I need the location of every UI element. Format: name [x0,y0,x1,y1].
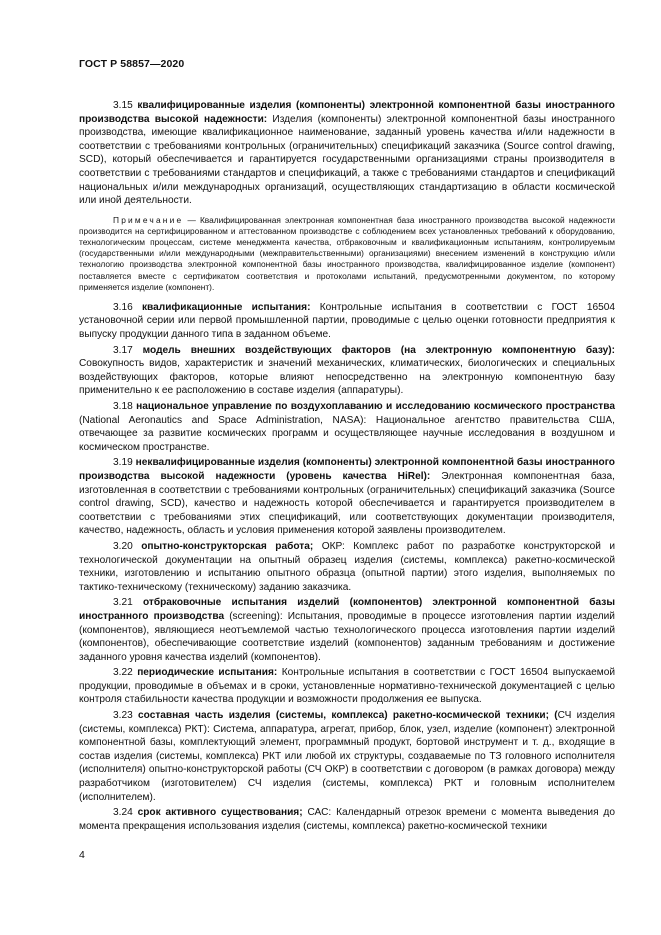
entry-definition: Совокупность видов, характеристик и значений механических, климатических, биологических и специальных воздействующих факторов, которые влияют непосредственно на электронную компонентную базу применительно к ее расположению в составе изделия (аппаратуры). [79,358,615,397]
term-entry-3-24 [79,806,615,833]
term-entry-3-23 [79,709,615,804]
entry-number: 3.17 [113,344,133,356]
entry-term: национальное управление по воздухоплаванию и исследованию космического пространства [136,401,615,412]
entry-number: 3.15 [113,100,133,111]
entry-term: срок активного существования; [137,807,303,819]
entry-term: составная часть изделия (системы, комплекса) ракетно-космической техники; ( [138,710,558,722]
term-entry-3-19 [79,456,615,538]
term-entry-3-21 [79,596,615,664]
entry-number: 3.24 [113,807,133,819]
entry-term: квалифицированные изделия (компоненты) электронной компонентной базы иностранного производства высокой надежности: [79,100,615,125]
entry-number: 3.18 [113,401,133,412]
entry-definition: СЧ изделия (системы, комплекса) РКТ): Система, аппаратура, агрегат, прибор, блок, узел, изделие (компонент) электронной компонентной базы, комплектующий элемент, программный продукт, бортовой инструмент и т. д., входящие в состав изделия (системы, комплекса) РКТ или любой их структуры, создаваемые по ТЗ головного исполнителя (исполнителя) опытно-конструкторской работы (СЧ ОКР) в соответствии с договором (в рамках договора) между разработчиком (изготовителем) СЧ изделия (системы, комплекса) РКТ и головным исполнителем (исполнителем). [79,710,615,803]
entry-term: периодические испытания: [137,667,278,679]
note [79,215,615,293]
entry-term: квалификационные испытания: [141,301,311,313]
entry-number: 3.19 [113,457,133,469]
entry-number: 3.20 [113,540,133,552]
entry-definition: Изделия (компоненты) электронной компонентной базы иностранного производства, имеющие квалификационное наименование, заданный уровень качества и/или надежности в соответствии с требованиями контрольных (ограничительных) спецификаций заказчика (Source control drawing, SCD), который обеспечивается и гарантируется государственными организациями страны производителя в соответствии с требованиями стандартов и спецификаций, а также с требованиями стандартов и спецификаций национальных и/или международных организаций, осуществляющих стандартизацию в области космической или иной деятельности. [79,113,615,207]
term-entry-3-22 [79,666,615,707]
document-body [79,99,615,835]
entry-number: 3.21 [113,597,133,609]
term-entry-3-16 [79,301,615,342]
page-number: 4 [79,849,85,861]
entry-definition: Электронная компонентная база, изготовленная в соответствии с требованиями контрольных (ограничительных) спецификаций заказчика (Source control drawing, SCD), качество и надежность которой обеспечивается и гарантируется производителем в соответствии с требованиями этих спецификаций, или соответствующих документации производителя, качество, надежность, область и условия применения которой заявлены производителем. [79,470,615,537]
entry-term: отбраковочные испытания изделий (компонентов) электронной компонентной базы иностранного производства [79,597,615,622]
term-entry-3-20 [79,540,615,594]
page-header: ГОСТ Р 58857—2020 [79,58,185,70]
entry-definition: Контрольные испытания в соответствии с ГОСТ 16504 установочной серии или первой промышленной партии, проводимые с целью оценки готовности предприятия к выпуску продукции данного типа в заданном объеме. [79,301,615,341]
entry-definition: (screening): Испытания, проводимые в процессе изготовления партии изделий (компонентов), являющиеся неотъемлемой частью технологического процесса изготовления партии изделий (компонентов), обеспечивающие соответствие изделий (компонентов) заданным требованиям и достижение заданного уровня качества изделий (компонентов). [79,610,615,663]
entry-definition: ОКР: Комплекс работ по разработке конструкторской и технологической документации на опытный образец изделия (системы, комплекса) ракетно-космической техники, изготовлению и испытанию опытного образца (опытной партии) этого изделия, выполняемых по тактико-техническому (техническому) заданию заказчика. [79,540,615,593]
entry-number: 3.22 [113,667,133,679]
note-dash: — [183,214,200,225]
term-entry-3-17 [79,344,615,398]
note-label: Примечание [113,214,184,225]
entry-definition: (National Aeronautics and Space Administration, NASA): Национальное агентство правительства США, отвечающее за развитие космических программ и осуществляющее научные исследования в воздушном и космическом пространстве. [79,414,615,453]
entry-number: 3.23 [113,710,133,722]
term-entry-3-15 [79,99,615,208]
entry-term: опытно-конструкторская работа; [141,540,314,552]
note-text: Квалифицированная электронная компонентная база иностранного производства высокой надежности производится на сертифицированном и аттестованном производстве с соблюдением всех установленных требований к оборудованию, технологическим процессам, системе менеджмента качества, отбраковочным и квалификационным испытаниям, контролируемым (государственными и/или международными (межправительственными) организациями) внесением изменений в конструкцию и/или технологию производства электронной компонентной базы иностранного производства, квалифицированное изделие (компонент) поставляется вместе с сертификатом соответствия и протоколами испытаний, предусмотренными документом, по которому применяется изделие (компонент). [79,214,616,292]
entry-definition: Контрольные испытания в соответствии с ГОСТ 16504 выпускаемой продукции, проводимые в объемах и в сроки, установленные нормативно-технической документацией с целью контроля стабильности качества продукции и возможности продолжения ее выпуска. [79,667,615,706]
entry-term: неквалифицированные изделия (компоненты) электронной компонентной базы иностранного производства высокой надежности (уровень качества HiRel): [79,457,615,482]
entry-term: модель внешних воздействующих факторов (на электронную компонентную базу): [142,344,615,356]
term-entry-3-18 [79,400,615,454]
entry-number: 3.16 [113,301,133,313]
entry-definition: САС: Календарный отрезок времени с момента выведения до момента прекращения использования изделия (системы, комплекса) ракетно-космической техники [79,807,615,832]
